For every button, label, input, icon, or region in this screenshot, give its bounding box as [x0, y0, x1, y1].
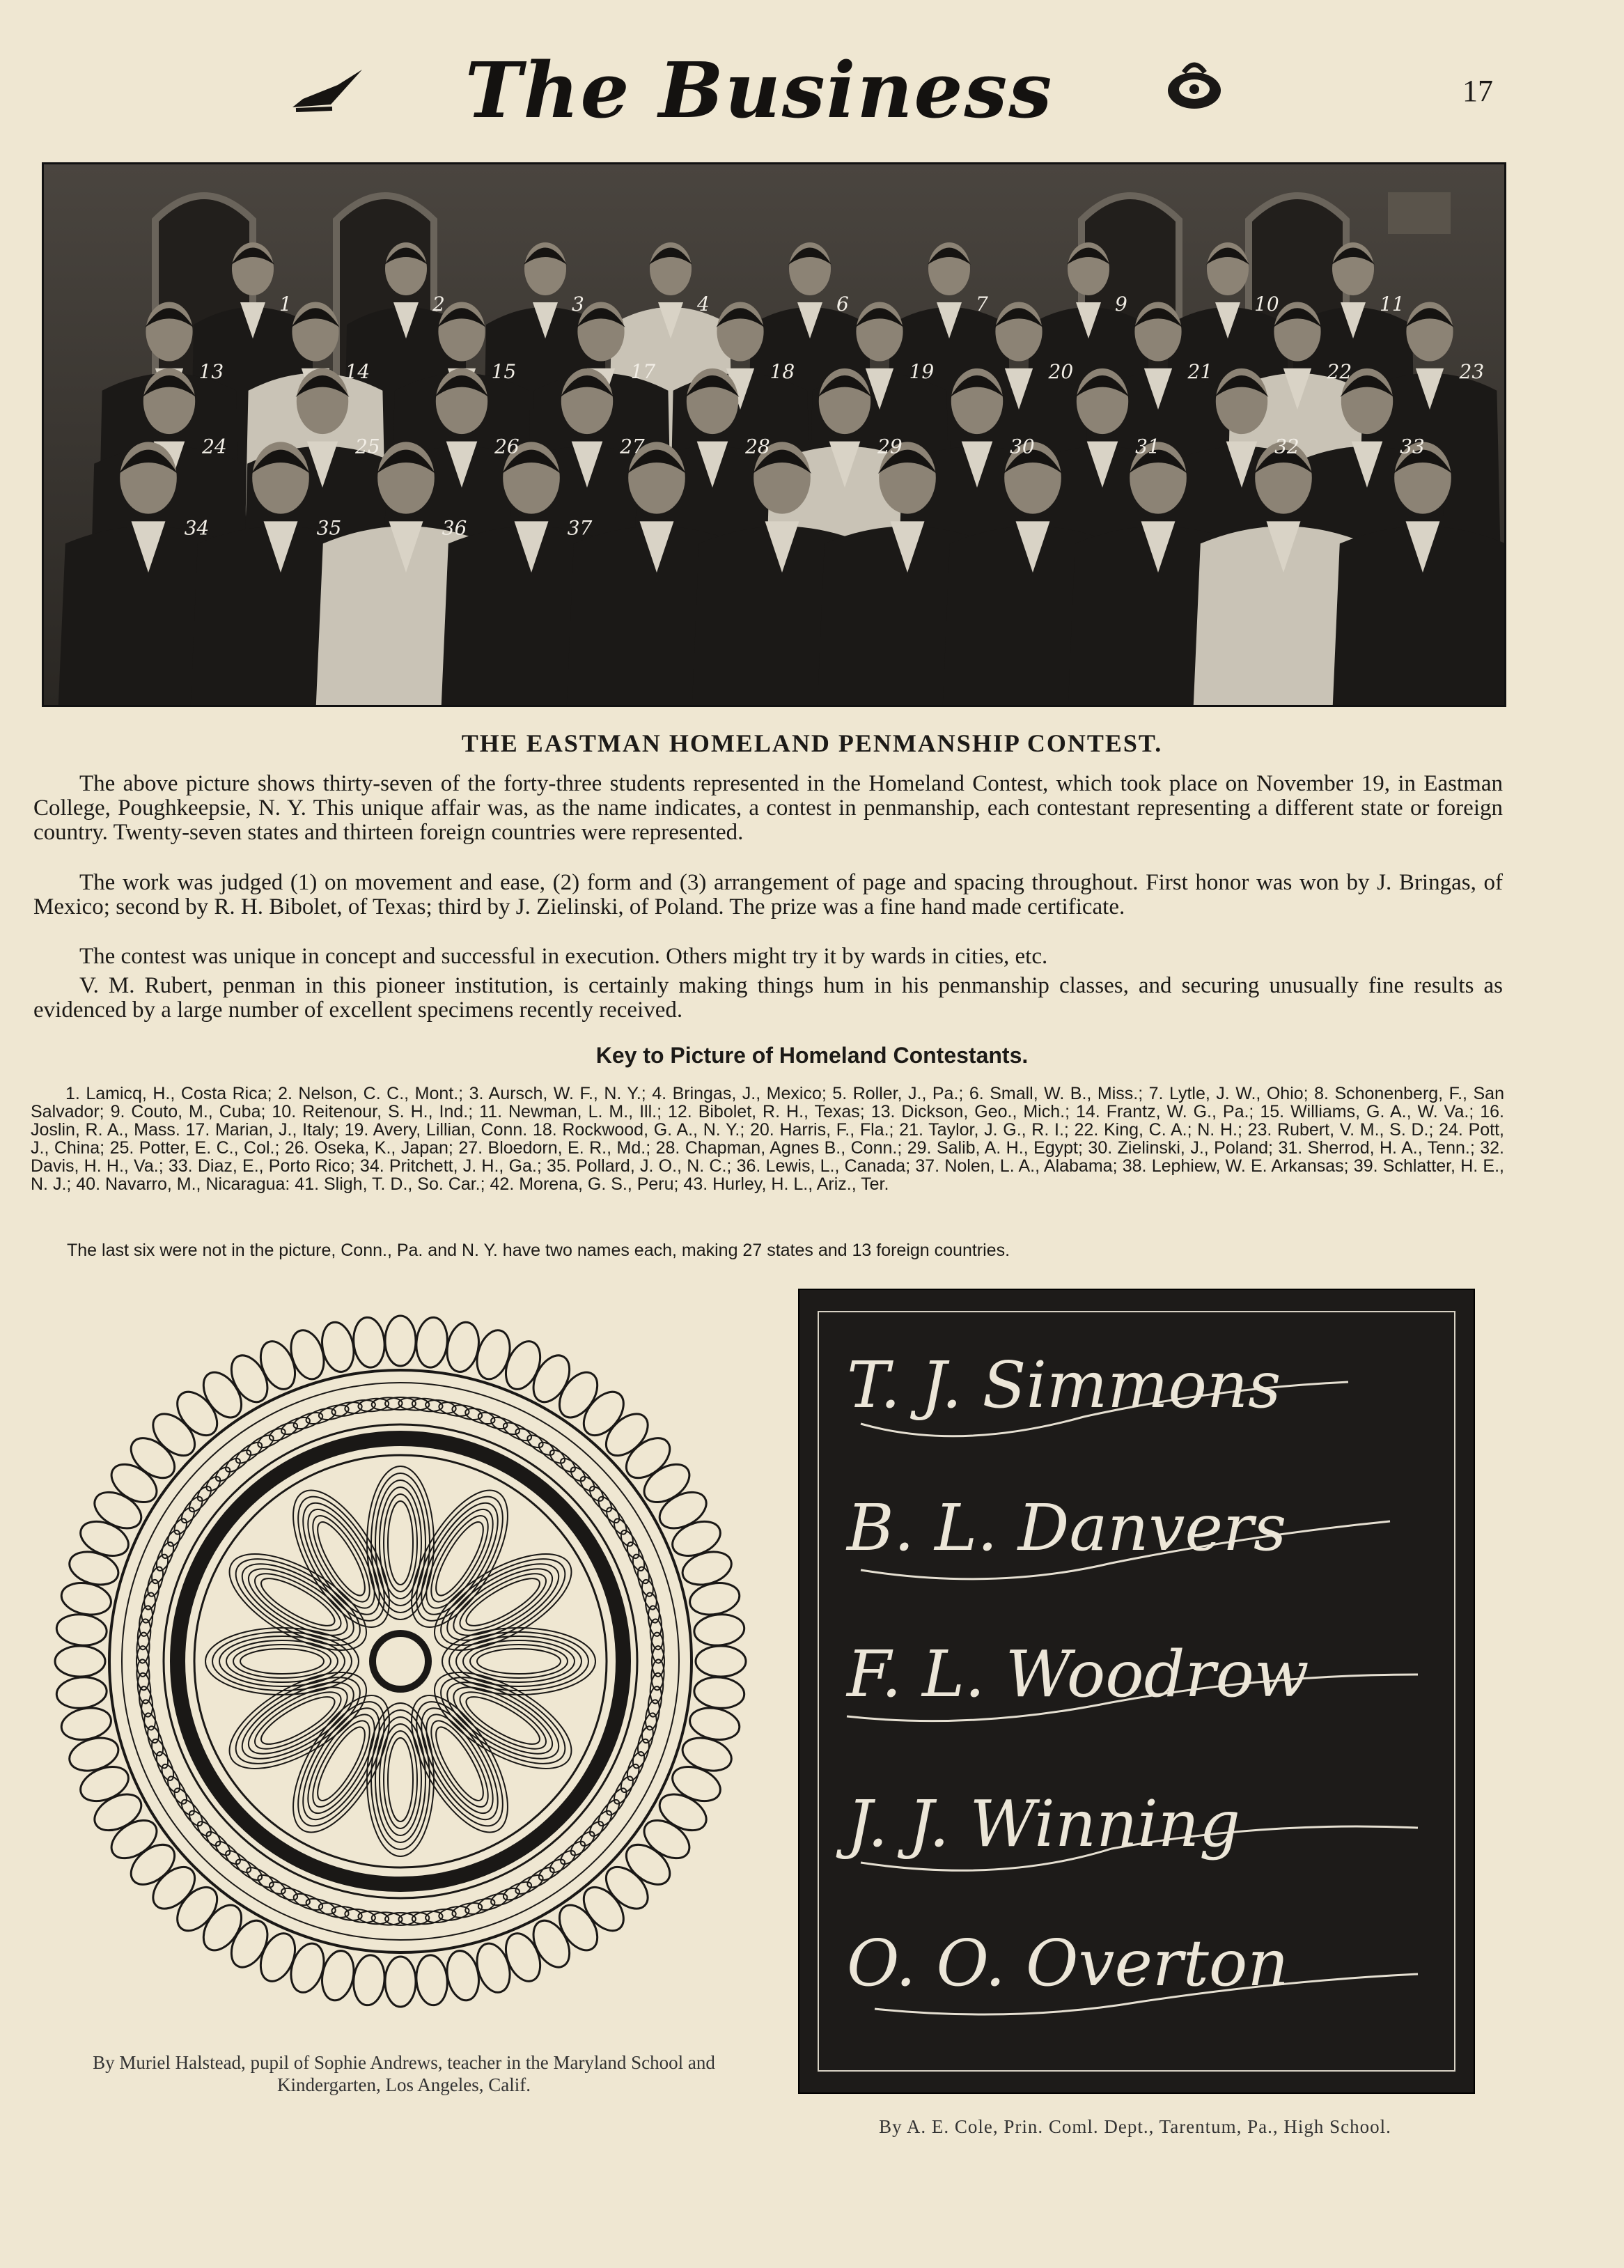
- photo-number-label: 22: [1327, 360, 1352, 384]
- photo-number-label: 11: [1380, 293, 1405, 316]
- photo-number-label: 13: [198, 360, 224, 384]
- photo-caption-title: THE EASTMAN HOMELAND PENMANSHIP CONTEST.: [461, 729, 1163, 757]
- signature-1: T. J. Simmons: [847, 1348, 1281, 1422]
- quill-pen-icon: [289, 64, 366, 113]
- signature-4: J. J. Winning: [847, 1787, 1240, 1861]
- photo-number-label: 25: [355, 435, 380, 458]
- photo-number-label: 30: [1010, 435, 1035, 458]
- photo-number-label: 37: [567, 516, 593, 540]
- photo-number-label: 21: [1187, 360, 1213, 384]
- photo-number-label: 3: [572, 293, 584, 316]
- photo-number-label: 31: [1135, 435, 1160, 458]
- contestants-group-photo: [42, 162, 1506, 707]
- photo-number-label: 23: [1459, 360, 1485, 384]
- photo-number-label: 4: [697, 293, 710, 316]
- signature-panel-frame: [818, 1311, 1455, 2072]
- photo-number-label: 20: [1048, 360, 1074, 384]
- signature-3: F. L. Woodrow: [847, 1637, 1309, 1711]
- photo-number-label: 18: [770, 360, 795, 384]
- photo-number-label: 26: [494, 435, 520, 458]
- photo-number-label: 10: [1254, 293, 1279, 316]
- photo-number-label: 29: [877, 435, 903, 458]
- signature-specimen-panel: [798, 1289, 1475, 2094]
- photo-number-label: 33: [1400, 435, 1425, 458]
- key-footnote: The last six were not in the picture, Conn., Pa. and N. Y. have two names each, making 27 states and 13 foreign countries.: [67, 1241, 1010, 1260]
- photo-number-label: 9: [1115, 293, 1127, 316]
- contestant-key-list: 1. Lamicq, H., Costa Rica; 2. Nelson, C. C., Mont.; 3. Aursch, W. F., N. Y.; 4. Bringas, J., Mexico; 5. Roller, J., Pa.; 6. Small, W. B., Miss.; 7. Lytle, J. W., Ohio; 8. Schonenberg, F., San Salvador; 9. Couto, M., Cuba; 10. Reitenour, S. H., Ind.; 11. Newman, L. M., Ill.; 12. Bibolet, R. H., Texas; 13. Dickson, Geo., Mich.; 14. Frantz, W. G., Pa.; 15. Williams, G. A., W. Va.; 16. Joslin, R. A., Mass. 17. Marian, J., Italy; 19. Avery, Lillian, Conn. 18. Rockwood, G. A., N. Y.; 20. Harris, F., Fla.; 21. Taylor, J. G., R. I.; 22. King, C. A.; N. H.; 23. Rubert, V. M., S. D.; 24. Pott, J., China; 25. Potter, E. C., Col.; 26. Oseka, K., Japan; 27. Bloedorn, E. R., Md.; 28. Chapman, Agnes B., Conn.; 29. Salib, A. H., Egypt; 30. Zielinski, J., Poland; 31. Sherrod, H. A., Tenn.; 32. Davis, H. H., Va.; 33. Diaz, E., Porto Rico; 34. Pritchett, J. H., Ga.; 35. Pollard, J. O., N. C.; 36. Lewis, L., Canada; 37. Nolen, L. A., Alabama; 38. Lephiew, W. E. Arkansas; 39. Schlatter, H. E., N. J.; 40. Navarro, M., Nicaragua: 41. Sligh, T. D., So. Car.; 42. Morena, G. S., Peru; 43. Hurley, H. L., Ariz., Ter.: [31, 1084, 1504, 1194]
- photo-number-label: 19: [909, 360, 935, 384]
- signature-caption: By A. E. Cole, Prin. Coml. Dept., Tarentum, Pa., High School.: [879, 2116, 1391, 2137]
- photo-number-label: 36: [442, 516, 467, 540]
- photo-number-label: 27: [620, 435, 645, 458]
- masthead-title: The Business: [464, 45, 1054, 135]
- article-paragraph-4: V. M. Rubert, penman in this pioneer institution, is certainly making things hum in his penmanship classes, and securing unusually fine results as evidenced by a large number of excellent specimens recently received.: [33, 973, 1503, 1023]
- photo-number-label: 1: [279, 293, 292, 316]
- photo-number-label: 2: [432, 293, 445, 316]
- photo-number-label: 15: [491, 360, 517, 384]
- photo-number-label: 32: [1274, 435, 1299, 458]
- article-paragraph-3: The contest was unique in concept and successful in execution. Others might try it by wards in cities, etc.: [79, 944, 1048, 969]
- photo-number-label: 28: [745, 435, 770, 458]
- page-number: 17: [1462, 74, 1493, 108]
- signature-5: O. O. Overton: [847, 1926, 1289, 2001]
- seal-emblem-icon: [1163, 57, 1226, 113]
- rosette-caption: By Muriel Halstead, pupil of Sophie Andrews, teacher in the Maryland School and Kindergarten, Los Angeles, Calif.: [93, 2052, 715, 2095]
- photo-number-label: 17: [630, 360, 656, 384]
- pen-flourish-rosette-drawing: [42, 1292, 759, 2030]
- photo-number-label: 7: [976, 293, 988, 316]
- photo-number-label: 34: [184, 516, 210, 540]
- photo-number-label: 35: [316, 516, 342, 540]
- key-title: Key to Picture of Homeland Contestants.: [595, 1043, 1029, 1068]
- article-paragraph-2: The work was judged (1) on movement and ease, (2) form and (3) arrangement of page and spacing throughout. First honor was won by J. Bringas, of Mexico; second by R. H. Bibolet, of Texas; third by J. Zielinski, of Poland. The prize was a fine hand made certificate.: [33, 870, 1503, 919]
- photo-number-label: 24: [202, 435, 227, 458]
- photo-number-label: 6: [836, 293, 849, 316]
- signature-2: B. L. Danvers: [847, 1491, 1287, 1565]
- photo-number-label: 14: [345, 360, 370, 384]
- article-paragraph-1: The above picture shows thirty-seven of the forty-three students represented in the Homeland Contest, which took place on November 19, in Eastman College, Poughkeepsie, N. Y. This unique affair was, as the name indicates, a contest in penmanship, each contestant representing a different state or foreign country. Twenty-seven states and thirteen foreign countries were represented.: [33, 771, 1503, 845]
